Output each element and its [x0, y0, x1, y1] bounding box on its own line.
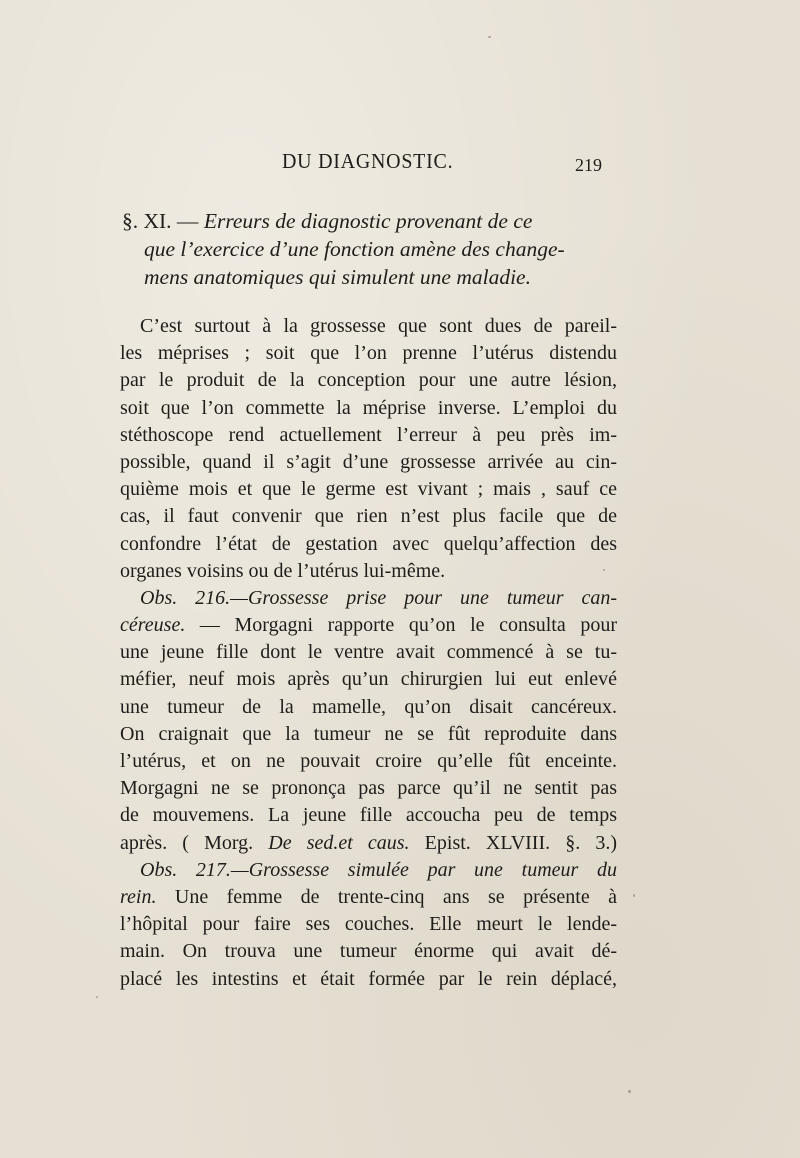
page-header [120, 147, 620, 177]
observation-title: Grossesse prise pour une tumeur can- [247, 586, 617, 609]
citation-text: Epist. XLVIII. §. 3.) [409, 831, 618, 854]
paragraph-line: les méprises ; soit que l’on prenne l’utérus distendu [120, 342, 617, 365]
paragraph-line [120, 884, 617, 911]
section-heading [122, 207, 620, 291]
paragraph-line: une tumeur de la mamelle, qu’on disait cancéreux. [120, 695, 617, 718]
paragraph-line: l’hôpital pour faire ses couches. Elle meurt le lende- [120, 913, 617, 936]
section-number: §. XI. — [122, 209, 199, 233]
paragraph-line: une jeune fille dont le ventre avait commencé à se tu- [120, 641, 617, 664]
paragraph-line: placé les intestins et était formée par le rein déplacé, [120, 967, 617, 990]
observation-title: céreuse. [120, 614, 186, 637]
observation-217-heading [120, 857, 617, 884]
observation-label: Obs. 217.— [140, 858, 249, 881]
observation-text: Une femme de trente-cinq ans se présente à [156, 885, 617, 908]
paper-speck [603, 569, 605, 571]
paper-speck [96, 996, 98, 998]
citation-text: après. ( Morg. [120, 831, 269, 854]
observation-title: Grossesse simulée par une tumeur du [248, 858, 617, 881]
paragraph-line: quième mois et que le germe est vivant ; mais , sauf ce [120, 478, 617, 501]
paper-speck [628, 1090, 631, 1093]
citation-work: De sed.et caus. [268, 831, 410, 854]
section-title-part: mens anatomiques qui simulent une maladie. [144, 265, 531, 289]
paragraph-line: soit que l’on commette la méprise inverse. L’emploi du [120, 396, 617, 419]
paragraph-line: confondre l’état de gestation avec quelqu’affection des [120, 532, 617, 555]
paragraph-line: organes voisins ou de l’utérus lui-même. [120, 559, 446, 582]
paper-speck [633, 894, 635, 897]
paragraph-line: Morgagni ne se prononça pas parce qu’il ne sentit pas [120, 777, 617, 800]
body-text [120, 313, 617, 993]
paragraph-line: cas, il faut convenir que rien n’est plus facile que de [120, 505, 617, 528]
page-number: 219 [575, 155, 602, 175]
observation-text: — Morgagni rapporte qu’on le consulta pour [185, 614, 617, 637]
paragraph-line: par le produit de la conception pour une autre lésion, [120, 369, 617, 392]
running-title: DU DIAGNOSTIC. [282, 149, 454, 173]
paragraph-line: stéthoscope rend actuellement l’erreur à peu près im- [120, 423, 617, 446]
paragraph-line: de mouvemens. La jeune fille accoucha peu de temps [120, 804, 617, 827]
paragraph-line: méfier, neuf mois après qu’un chirurgien lui eut enlevé [120, 668, 617, 691]
section-heading-line-1 [122, 207, 620, 235]
citation-line [120, 830, 617, 857]
observation-label: Obs. 216.— [140, 586, 248, 609]
observation-title: rein. [120, 885, 157, 908]
paragraph-line: On craignait que la tumeur ne se fût reproduite dans [120, 722, 617, 745]
paragraph-line [120, 612, 617, 639]
section-title-part: que l’exercice d’une fonction amène des change- [144, 237, 565, 261]
paper-speck [488, 36, 491, 38]
observation-216-heading [120, 585, 617, 612]
section-title-part: Erreurs de diagnostic provenant de ce [203, 209, 533, 233]
paragraph-line: main. On trouva une tumeur énorme qui avait dé- [120, 940, 617, 963]
paragraph-line: possible, quand il s’agit d’une grossesse arrivée au cin- [120, 450, 617, 473]
paragraph-line: C’est surtout à la grossesse que sont dues de pareil- [140, 315, 617, 337]
paragraph-line: l’utérus, et on ne pouvait croire qu’elle fût enceinte. [120, 750, 617, 772]
